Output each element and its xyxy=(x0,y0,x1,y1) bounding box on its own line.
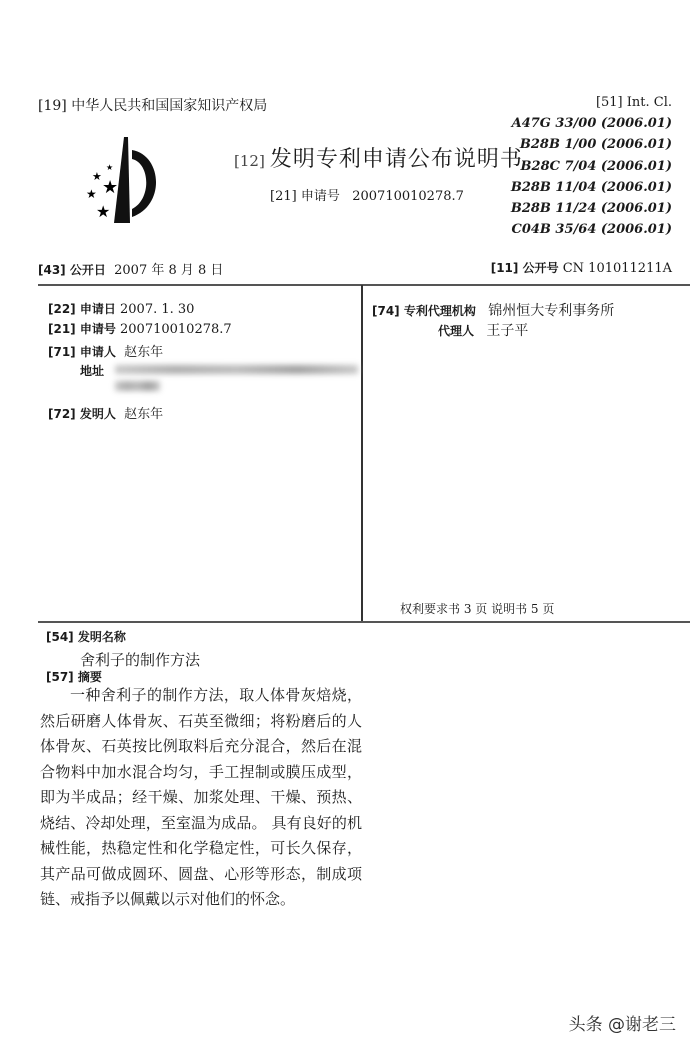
application-number: [21] 申请号 200710010278.7 xyxy=(48,322,232,337)
applicant: [71] 申请人 赵东年 xyxy=(48,345,164,360)
address-label: 地址 xyxy=(80,364,105,378)
publication-date: [43] 公开日 2007 年 8 月 8 日 xyxy=(38,263,224,278)
patent-agency: [74] 专利代理机构 锦州恒大专利事务所 xyxy=(372,303,615,319)
cnipa-logo-icon xyxy=(84,135,164,230)
page-counts: 权利要求书 3 页 说明书 5 页 xyxy=(400,602,555,616)
ipc-item: B28B 11/24 (2006.01) xyxy=(510,201,672,217)
redacted-address xyxy=(115,381,160,391)
svg-text:★: ★ xyxy=(92,170,102,183)
publication-number: [11] 公开号 CN 101011211A xyxy=(490,261,672,276)
ipc-item: C04B 35/64 (2006.01) xyxy=(511,222,672,238)
patent-agent: 代理人 王子平 xyxy=(438,323,529,339)
watermark: 头条 @谢老三 xyxy=(568,1015,676,1035)
invention-title-label: [54] 发明名称 xyxy=(46,630,126,644)
office-name: [19] 中华人民共和国国家知识产权局 xyxy=(38,98,268,114)
svg-text:★: ★ xyxy=(102,177,119,198)
ipc-item: B28B 1/00 (2006.01) xyxy=(519,137,672,153)
svg-text:★: ★ xyxy=(86,187,97,201)
column-divider xyxy=(361,285,363,622)
filing-date: [22] 申请日 2007. 1. 30 xyxy=(48,302,195,317)
invention-title: 舍利子的制作方法 xyxy=(80,651,201,669)
inventor: [72] 发明人 赵东年 xyxy=(48,407,164,422)
svg-text:★: ★ xyxy=(96,202,111,221)
header-app-no: [21] 申请号 200710010278.7 xyxy=(270,189,464,204)
ipc-item: B28C 7/04 (2006.01) xyxy=(520,158,672,174)
svg-text:★: ★ xyxy=(106,163,114,172)
divider xyxy=(38,284,690,286)
ipc-item: A47G 33/00 (2006.01) xyxy=(511,116,672,132)
divider xyxy=(38,621,690,623)
doc-title: [12] 发明专利申请公布说明书 xyxy=(234,147,523,172)
redacted-address xyxy=(115,365,358,374)
ipc-item: B28B 11/04 (2006.01) xyxy=(510,179,672,195)
abstract-label: [57] 摘要 xyxy=(46,670,102,684)
ipc-label: [51] Int. Cl. xyxy=(595,95,672,110)
abstract-text: 一种舍利子的制作方法，取人体骨灰焙烧，然后研磨人体骨灰、石英至微细；将粉磨后的人体骨灰、石英按比例取料后充分混合，然后在混合物料中加水混合均匀，手工捏制或膜压成型，即为半成品；经干燥、加浆处理、干燥、预热、烧结、冷却处理，至室温为成品。 具有良好的机械性能，热稳定性和化学稳定性，可长久保存，其产品可做成圆环、圆盘、心形等形态，制成项链、戒指予以佩戴以示对他们的怀念。 xyxy=(40,686,362,908)
ipc-list xyxy=(511,92,672,240)
